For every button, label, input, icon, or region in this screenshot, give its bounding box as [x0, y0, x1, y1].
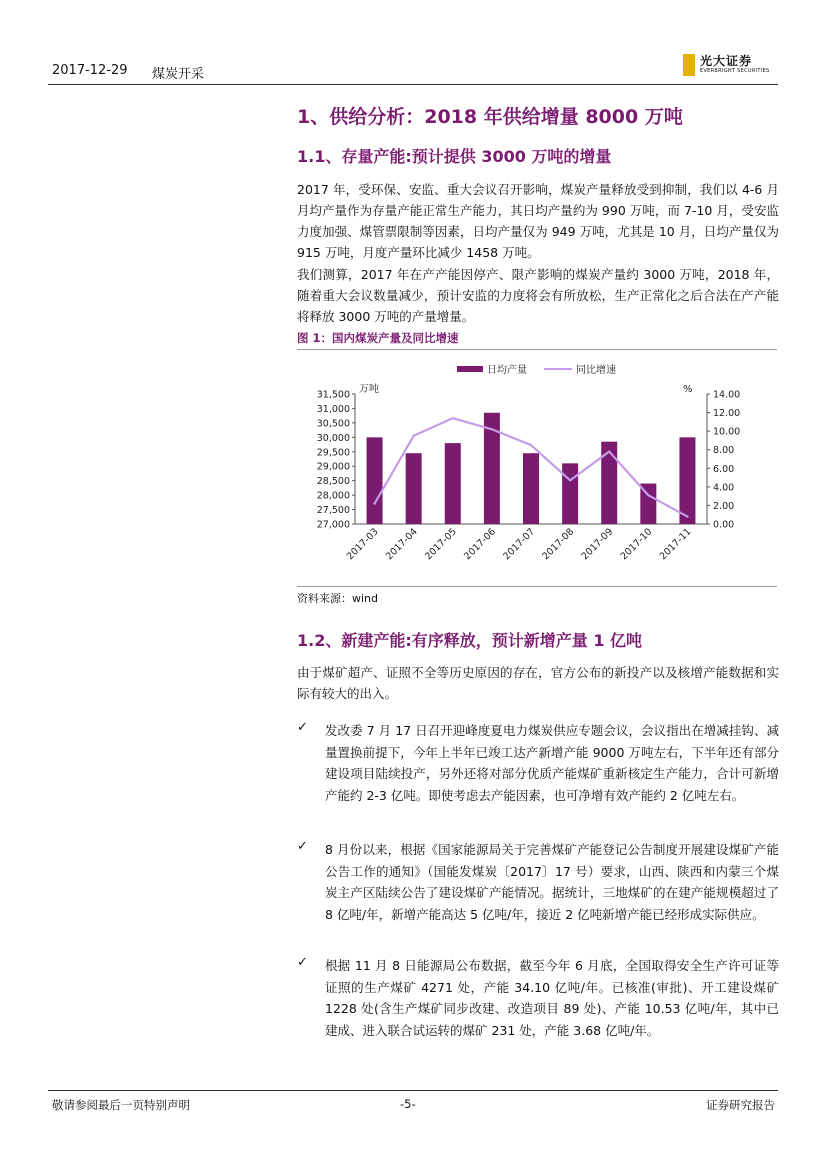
x-tick-label: 2017-03	[344, 526, 381, 563]
y2-tick-label: 8.00	[713, 445, 735, 457]
x-tick-label: 2017-05	[423, 526, 459, 563]
x-tick-label: 2017-09	[579, 526, 616, 563]
bar-mark	[601, 442, 617, 524]
growth-point	[608, 450, 610, 452]
bullet-text: 根据 11 月 8 日能源局公布数据，截至今年 6 月底，全国取得安全生产许可证等证照的生产煤矿 4271 处，产能 34.10 亿吨/年。已核准(审批)、开工建设煤矿 1228 处(含生产煤矿同步改建、改造项目 89 处)、产能 10.53 亿吨/年，其中已建成、进入联合试运转的煤矿 231 处，产能 3.68 亿吨/年。	[325, 958, 779, 1038]
y-tick-label: 30,500	[316, 418, 350, 430]
growth-point	[491, 428, 493, 430]
page-number: -5-	[400, 1097, 416, 1111]
figure-source: 资料来源：wind	[297, 592, 379, 605]
x-tick-label: 2017-11	[657, 526, 694, 563]
growth-point	[452, 417, 454, 419]
header-category: 煤炭开采	[152, 67, 205, 82]
legend-label-line: 同比增速	[576, 365, 616, 376]
y2-tick-label: 12.00	[713, 408, 741, 420]
bullet-text: 8 月份以来，根据《国家能源局关于完善煤矿产能登记公告制度开展建设煤矿产能公告工作的通知》（国能发煤炭〔2017〕17 号）要求，山西、陕西和内蒙三个煤炭主产区陆续公告了建设煤矿产能情况。据统计，三地煤矿的在建产能规模超过了 8 亿吨/年，新增产能高达 5 亿吨/年，接近 2 亿吨新增产能已经形成实际供应。	[325, 842, 779, 922]
growth-point	[412, 435, 414, 437]
y-tick-label: 31,500	[316, 389, 350, 401]
bar-mark	[367, 437, 383, 524]
logo-cn-text: 光大证券	[700, 54, 753, 68]
check-icon: ✓	[297, 955, 308, 970]
section-1-2-title: 1.2、新建产能:有序释放，预计新增产量 1 亿吨	[297, 631, 643, 650]
x-tick-label: 2017-07	[501, 526, 538, 563]
figure-bottom-rule	[297, 586, 777, 587]
coal-output-chart	[297, 352, 777, 584]
growth-point	[647, 494, 649, 496]
y-tick-label: 28,000	[316, 490, 350, 502]
x-tick-label: 2017-08	[540, 526, 577, 563]
logo-en-text: EVERBRIGHT SECURITIES	[700, 68, 770, 74]
legend-label-bar: 日均产量	[487, 365, 527, 376]
growth-point	[373, 502, 375, 504]
x-tick-label: 2017-06	[462, 526, 499, 563]
y-tick-label: 27,000	[316, 519, 350, 531]
header-date: 2017-12-29	[52, 63, 128, 78]
growth-point	[530, 444, 532, 446]
figure-top-rule	[297, 349, 777, 350]
header-divider	[48, 84, 778, 85]
legend-swatch-bar	[457, 366, 483, 372]
y2-tick-label: 0.00	[713, 519, 735, 531]
y2-tick-label: 4.00	[713, 482, 735, 494]
y-tick-label: 29,000	[316, 461, 350, 473]
section-1-1-title: 1.1、存量产能:预计提供 3000 万吨的增量	[297, 147, 612, 166]
y-tick-label: 31,000	[316, 403, 350, 415]
logo-mark-icon	[683, 54, 695, 76]
y-tick-label: 29,500	[316, 447, 350, 459]
y2-tick-label: 6.00	[713, 463, 735, 475]
footer-divider	[48, 1090, 778, 1091]
paragraph-1: 2017 年，受环保、安监、重大会议召开影响，煤炭产量释放受到抑制，我们以 4-6 月月均产量作为存量产能正常生产能力，其日均产量约为 990 万吨，而 7-10 月，受安监力度加强、煤管票限制等因素，日均产量仅为 949 万吨，尤其是 10 月，日均产量仅为 915 万吨，月度产量环比减少 1458 万吨。	[297, 182, 779, 260]
x-tick-label: 2017-04	[383, 526, 420, 563]
y2-tick-label: 2.00	[713, 500, 735, 512]
footer-report-type: 证券研究报告	[706, 1098, 775, 1112]
y-tick-label: 27,500	[316, 505, 350, 517]
y2-tick-label: 10.00	[713, 426, 741, 438]
bar-mark	[679, 437, 695, 524]
paragraph-2: 我们测算，2017 年在产产能因停产、限产影响的煤炭产量约 3000 万吨，2018 年，随着重大会议数量减少，预计安监的力度将会有所放松，生产正常化之后合法在产产能将释放 3000 万吨的产量增量。	[297, 267, 779, 324]
bar-mark	[562, 463, 578, 524]
paragraph-3: 由于煤矿超产、证照不全等历史原因的存在，官方公布的新投产以及核增产能数据和实际有较大的出入。	[297, 665, 779, 701]
figure-1-title: 图 1：国内煤炭产量及同比增速	[297, 331, 459, 345]
bar-mark	[445, 443, 461, 524]
check-icon: ✓	[297, 720, 308, 735]
y2-tick-label: 14.00	[713, 389, 741, 401]
company-logo	[683, 52, 783, 82]
y2-axis-unit-label: %	[683, 384, 693, 395]
growth-point	[686, 515, 688, 517]
y-axis-unit-label: 万吨	[359, 384, 379, 395]
footer-disclaimer: 敬请参阅最后一页特别声明	[52, 1098, 190, 1112]
bullet-text: 发改委 7 月 17 日召开迎峰度夏电力煤炭供应专题会议，会议指出在增减挂钩、减量置换前提下，今年上半年已竣工达产新增产能 9000 万吨左右，下半年还有部分建设项目陆续投产，另外还将对部分优质产能煤矿重新核定生产能力，合计可新增产能约 2-3 亿吨。即使考虑去产能因素，也可净增有效产能约 2 亿吨左右。	[325, 723, 779, 803]
section-1-title: 1、供给分析：2018 年供给增量 8000 万吨	[297, 106, 683, 128]
growth-point	[569, 479, 571, 481]
y-tick-label: 30,000	[316, 432, 350, 444]
bar-mark	[406, 453, 422, 524]
x-tick-label: 2017-10	[618, 526, 655, 563]
check-icon: ✓	[297, 839, 308, 854]
bar-mark	[523, 453, 539, 524]
y-tick-label: 28,500	[316, 476, 350, 488]
